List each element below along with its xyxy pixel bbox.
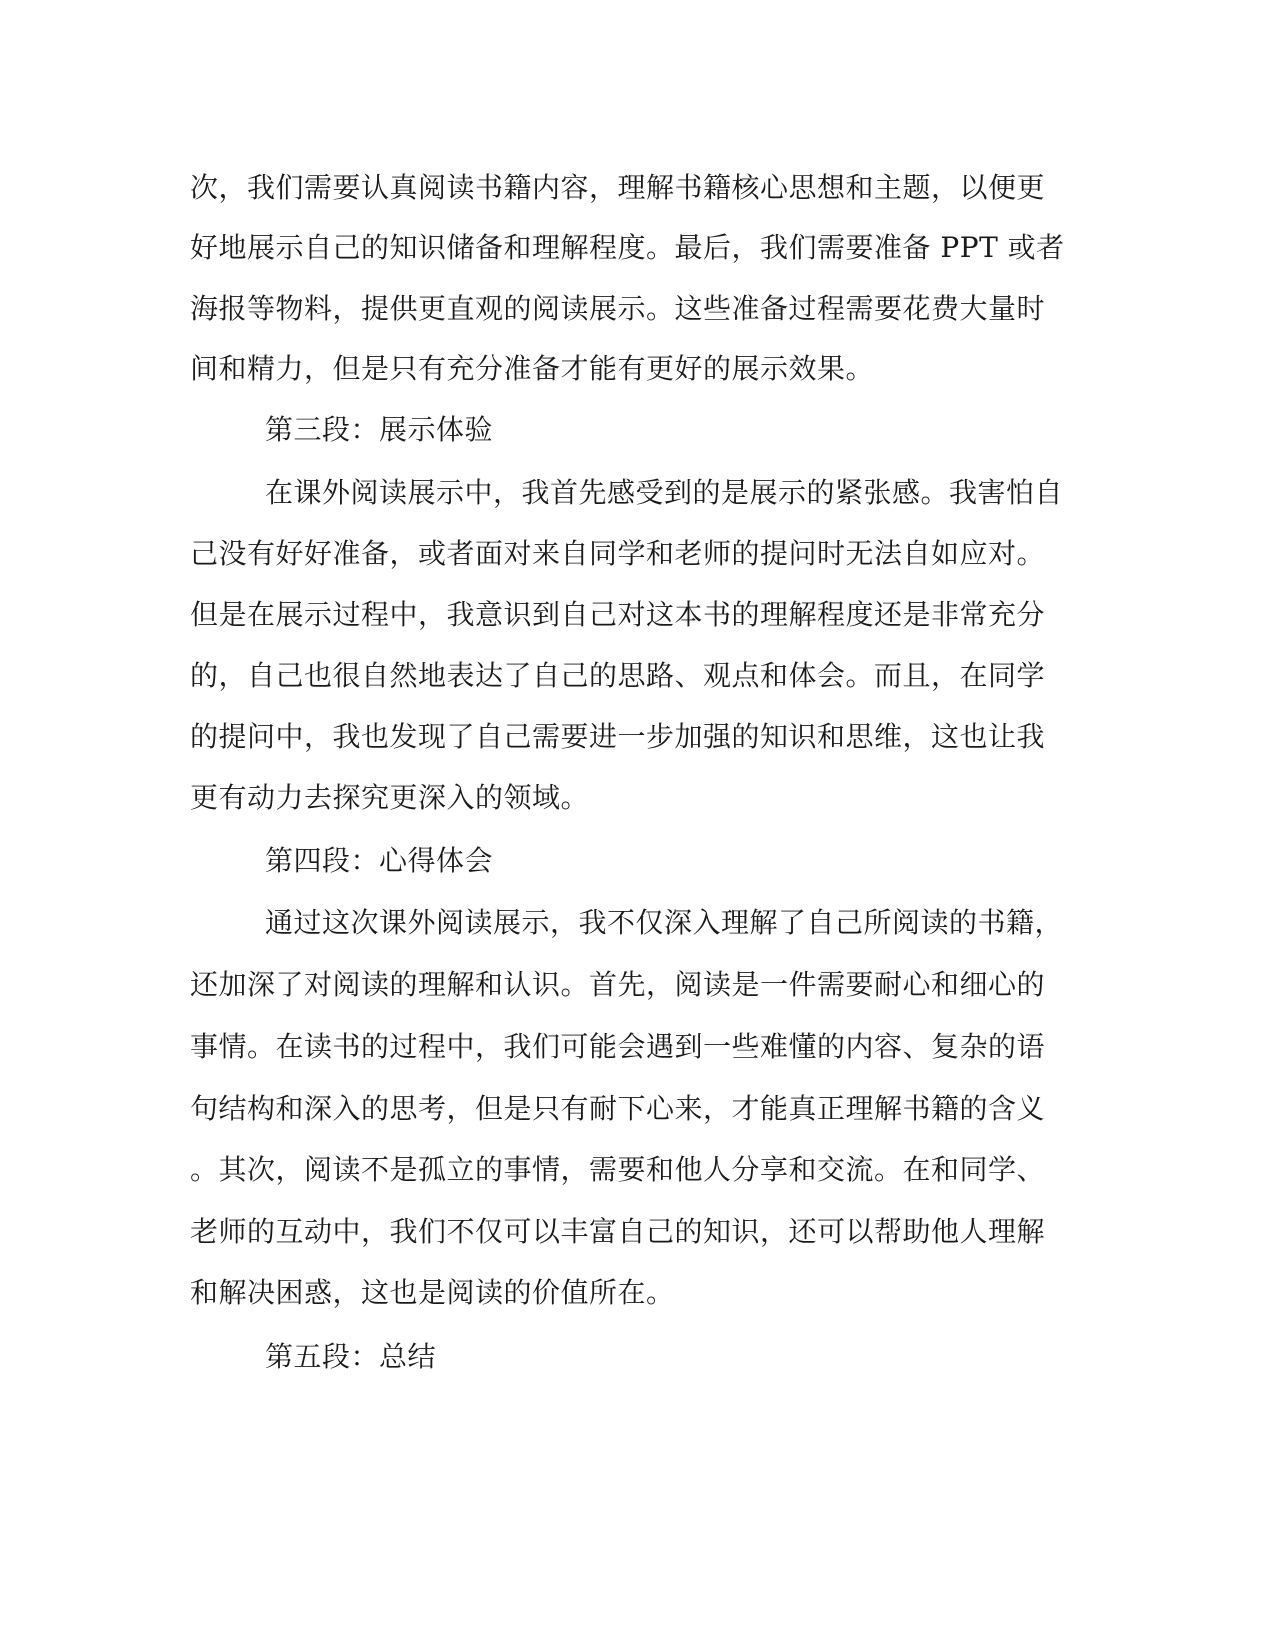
paragraph-line: 的，自己也很自然地表达了自己的思路、观点和体会。而且，在同学 [190, 659, 1046, 692]
paragraph-line: 句结构和深入的思考，但是只有耐下心来，才能真正理解书籍的含义 [190, 1092, 1046, 1125]
paragraph-line: 老师的互动中，我们不仅可以丰富自己的知识，还可以帮助他人理解 [190, 1215, 1046, 1248]
paragraph-line: 但是在展示过程中，我意识到自己对这本书的理解程度还是非常充分 [190, 598, 1046, 631]
paragraph-line: 次，我们需要认真阅读书籍内容，理解书籍核心思想和主题，以便更 [190, 171, 1046, 204]
section-heading-5: 第五段：总结 [265, 1340, 437, 1373]
paragraph-line: 的提问中，我也发现了自己需要进一步加强的知识和思维，这也让我 [190, 720, 1046, 753]
paragraph-line: 。其次，阅读不是孤立的事情，需要和他人分享和交流。在和同学、 [190, 1153, 1046, 1186]
section-heading-4: 第四段：心得体会 [265, 844, 494, 877]
paragraph-line: 还加深了对阅读的理解和认识。首先，阅读是一件需要耐心和细心的 [190, 968, 1046, 1001]
paragraph-line: 间和精力，但是只有充分准备才能有更好的展示效果。 [190, 352, 875, 385]
paragraph-line: 事情。在读书的过程中，我们可能会遇到一些难懂的内容、复杂的语 [190, 1030, 1046, 1063]
paragraph-line: 好地展示自己的知识储备和理解程度。最后，我们需要准备 PPT 或者 [190, 231, 1065, 264]
section-heading-3: 第三段：展示体验 [265, 413, 494, 446]
paragraph-line: 己没有好好准备，或者面对来自同学和老师的提问时无法自如应对。 [190, 537, 1046, 570]
paragraph-line: 海报等物料，提供更直观的阅读展示。这些准备过程需要花费大量时 [190, 292, 1046, 325]
paragraph-line: 和解决困惑，这也是阅读的价值所在。 [190, 1276, 675, 1309]
paragraph-line: 通过这次课外阅读展示，我不仅深入理解了自己所阅读的书籍， [265, 906, 1064, 939]
paragraph-line: 更有动力去探究更深入的领域。 [190, 781, 590, 814]
paragraph-line: 在课外阅读展示中，我首先感受到的是展示的紧张感。我害怕自 [265, 476, 1064, 509]
